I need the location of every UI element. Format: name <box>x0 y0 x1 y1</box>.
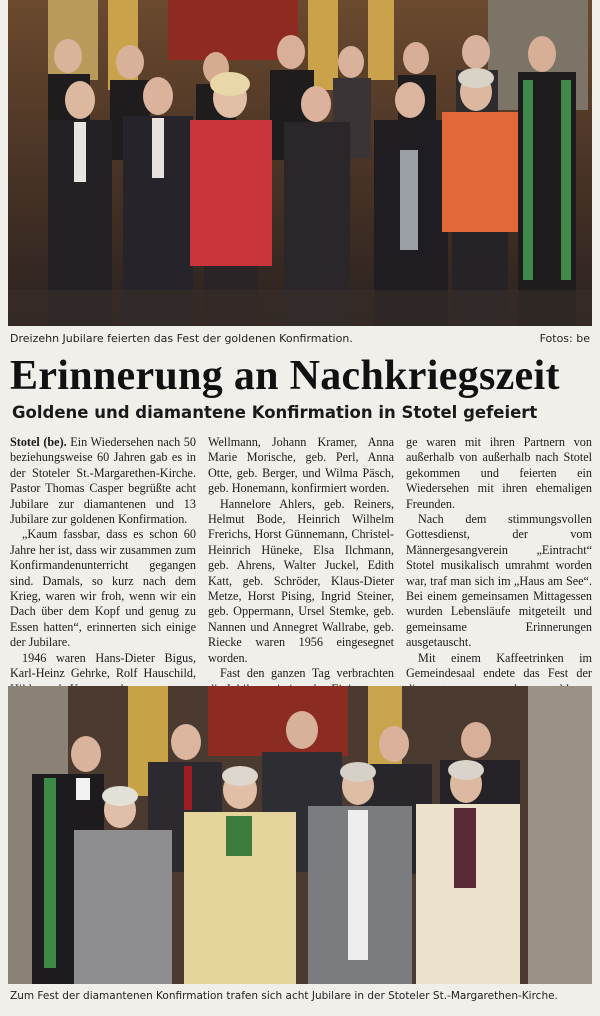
paragraph <box>10 435 196 527</box>
paragraph: ge waren mit ihren Partnern von außerhalb von außerhalb nach Stotel gekommen und feierten ein Wiedersehen mit ihren ehemaligen Freunden. <box>406 435 592 511</box>
dateline: Stotel (be). <box>10 435 67 449</box>
group-photo-diamond-confirmation <box>8 686 592 984</box>
article-column-3 <box>406 435 592 680</box>
paragraph: Fast den ganzen Tag verbrachten <box>220 666 394 681</box>
top-photo-caption-text: Dreizehn Jubilare feierten das Fest der goldenen Konfirmation. <box>10 332 353 345</box>
article-subheadline: Goldene und diamantene Konfirmation in Stotel gefeiert <box>12 403 538 422</box>
paragraph: Hannelore Ahlers, geb. Reiners, Helmut Bode, Heinrich Wilhelm Frerichs, Horst Günnemann, Christel-Heinrich Hüneke, Elsa Ilchmann, geb. Ahrens, Walter Juckel, Edith Katt, geb. Schröder, Klaus-Dieter Metze, Horst Pising, Ingrid Steiner, geb. Oppermann, Ursel Stemke, geb. Nannen und Annegret Wallrabe, geb. Riecke waren 1956 eingesegnet worden. <box>208 496 394 665</box>
paragraph: Mit einem Kaffeetrinken im Gemeindesaal endete das Fest der <box>406 650 592 681</box>
group-photo-golden-confirmation <box>8 0 592 326</box>
bottom-photo-caption: Zum Fest der diamantenen Konfirmation trafen sich acht Jubilare in der Stoteler St.-Margarethen-Kirche. <box>10 990 558 1002</box>
paragraph: Nach dem stimmungsvollen Gottesdienst, der vom Männergesangverein „Eintracht“ Stotel musikalisch umrahmt worden war, traf man sich im „Haus am See“. Bei einem gemeinsamen Mittagessen wurden Lebensläufe mitgeteilt und gemeinsame Erinnerungen ausgetauscht. <box>406 512 592 650</box>
article-headline: Erinnerung an Nachkriegszeit <box>10 353 560 399</box>
article-column-1 <box>10 435 196 680</box>
paragraph-text: Ein Wiedersehen nach 50 beziehungsweise 60 Jahren gab es in der Stoteler St.-Margarethen-Kirche. Pastor Thomas Casper begrüßte acht Jubilare zur diamantenen und 13 Jubilare zur goldenen Konfirmation. <box>10 435 196 527</box>
article-column-2 <box>208 435 394 680</box>
paragraph: 1946 waren Hans-Dieter Bigus, Karl-Heinz Gehrke, Rolf Hauschild, <box>10 650 196 681</box>
photo-credit: Fotos: be <box>539 332 590 345</box>
article-body <box>10 435 592 680</box>
paragraph: „Kaum fassbar, dass es schon 60 Jahre her ist, dass wir zusammen zum Konfirmandenunterricht gegangen sind. Damals, so kurz nach dem Krieg, waren wir froh, wenn wir ein Dach über dem Kopf und genug zu Essen hatten“, erinnerten sich einige der Jubilare. <box>10 527 196 650</box>
top-photo-caption <box>10 332 590 345</box>
paragraph: Wellmann, Johann Kramer, Anna Marie Morische, geb. Perl, Anna Otte, geb. Berger, und Wilma Päsch, geb. Honemann, konfirmiert worden. <box>208 435 394 496</box>
